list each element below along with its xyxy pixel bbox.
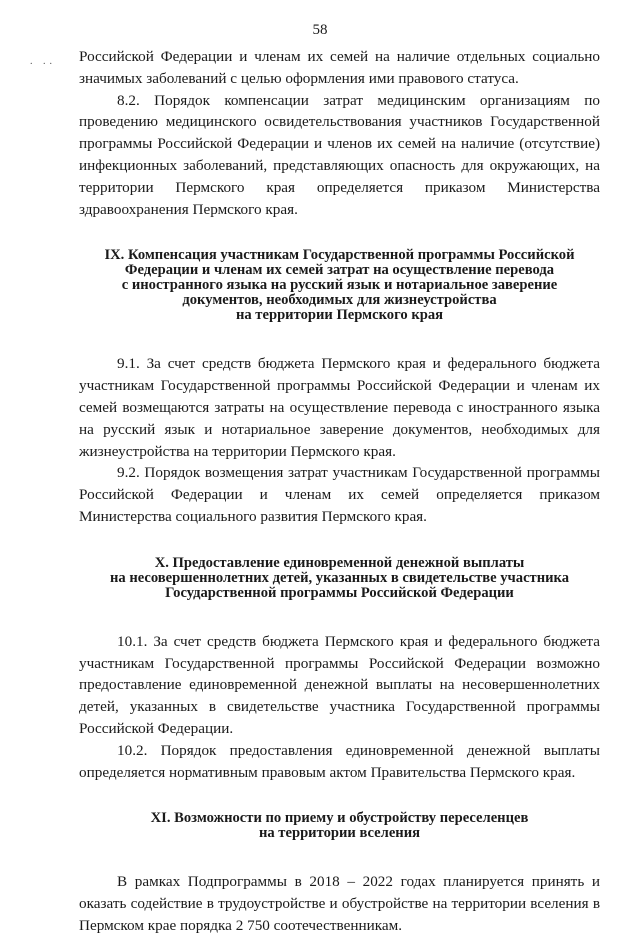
section-10-title-line: на несовершеннолетних детей, указанных в свидетельстве участника: [109, 569, 570, 586]
section-9-title-line: Федерации и членам их семей затрат на осуществление перевода: [124, 262, 555, 279]
paragraph-9-2: 9.2. Порядок возмещения затрат участникам Государственной программы Российской Федерации и членам их семей определяется приказом Министерства социального развития Пермского края.: [79, 464, 600, 525]
paragraph-10-1: 10.1. За счет средств бюджета Пермского края и федерального бюджета участникам Государственной программы Российской Федерации возможно предоставление единовременной денежной выплаты на несовершеннолетних детей, указанных в свидетельстве участника Государственной программы Российской Федерации.: [79, 632, 600, 737]
section-11-title: [79, 811, 600, 841]
section-10-title-line: X. Предоставление единовременной денежной выплаты: [154, 554, 525, 571]
section-10-title-line: Государственной программы Российской Федерации: [165, 584, 514, 601]
document-body: [79, 46, 600, 937]
section-9-title-line: с иностранного языка на русский язык и нотариальное заверение: [121, 277, 558, 294]
page-number: 58: [312, 22, 328, 38]
intro-continuation-paragraph: Российской Федерации и членам их семей на наличие отдельных социально значимых заболеваний с целью оформления ими правового статуса.: [79, 48, 600, 87]
paragraph-9-1: 9.1. За счет средств бюджета Пермского края и федерального бюджета участникам Государственной программы Российской Федерации и членам их семей возмещаются затраты на осуществление перевода с иностранного языка на русский язык и нотариальное заверение документов, необходимых для жизнеустройства на территории Пермского края.: [79, 355, 600, 460]
section-10-title: [79, 556, 600, 601]
section-11-title-line: XI. Возможности по приему и обустройству переселенцев: [150, 810, 529, 827]
paragraph-11: В рамках Подпрограммы в 2018 – 2022 годах планируется принять и оказать содействие в трудоустройстве и обустройстве на территории вселения в Пермском крае порядка 2 750 соотечественникам.: [79, 873, 600, 934]
section-9-title-line: IX. Компенсация участникам Государственной программы Российской: [104, 247, 575, 264]
section-9-title: [79, 248, 600, 323]
section-9-title-line: на территории Пермского края: [235, 307, 444, 324]
margin-mark: . ..: [30, 56, 56, 67]
paragraph-10-2: 10.2. Порядок предоставления единовременной денежной выплаты определяется нормативным правовым актом Правительства Пермского края.: [79, 741, 600, 781]
section-11-title-line: на территории вселения: [258, 825, 421, 842]
section-9-title-line: документов, необходимых для жизнеустройства: [182, 292, 497, 309]
paragraph-8-2: 8.2. Порядок компенсации затрат медицинским организациям по проведению медицинского освидетельствования участников Государственной программы Российской Федерации и членов их семей на наличие (отсутствие) инфекционных заболеваний, представляющих опасность для окружающих, на территории Пермского края определяется приказом Министерства здравоохранения Пермского края.: [79, 91, 600, 218]
